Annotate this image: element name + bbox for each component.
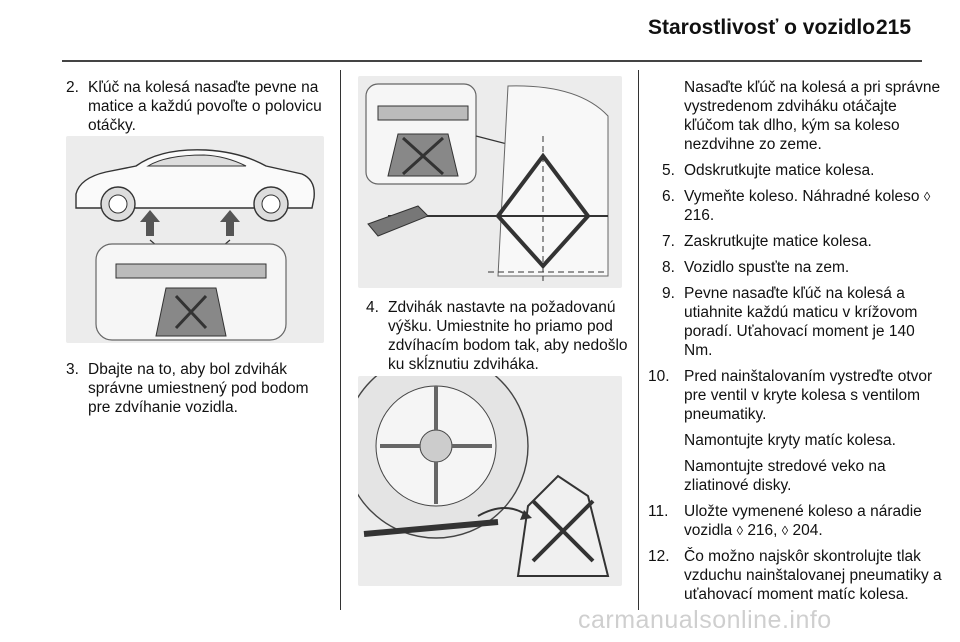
figure-jack-crank: [358, 376, 622, 586]
wheel-jack-illustration: [358, 376, 622, 586]
step-5: [654, 161, 946, 180]
page-reference-icon: ◊: [923, 189, 931, 204]
intro-paragraph: Nasaďte kľúč na kolesá a pri správne vystredenom zdviháku otáčajte kľúčom tak dlho, kým sa koleso nezdvihne zo zeme.: [684, 79, 941, 153]
step-text: Uložte vymenené koleso a náradie vozidla: [684, 503, 922, 539]
step-4: [366, 298, 630, 374]
step-2: [66, 78, 328, 135]
step-text: Dbajte na to, aby bol zdvihák správne umiestnený pod bodom pre zdvíhanie vozidla.: [88, 361, 309, 416]
step-text: Vozidlo spusťte na zem.: [684, 259, 850, 276]
figure-jack-position: [358, 76, 622, 288]
step-text: Čo možno najskôr skontrolujte tlak vzduchu nainštalovanej pneumatiky a uťahovací moment matíc kolesa.: [684, 548, 942, 603]
step-number: 10.: [648, 368, 670, 385]
column-1: [66, 78, 328, 142]
step-number: 2.: [66, 79, 79, 96]
step-text: Zaskrutkujte matice kolesa.: [684, 233, 872, 250]
column-2: [366, 298, 630, 381]
step-text: Kľúč na kolesá nasaďte pevne na matice a každú povoľte o polovicu otáčky.: [88, 79, 322, 134]
car-illustration: [66, 136, 324, 343]
page-reference-link[interactable]: 216.: [684, 207, 715, 224]
page-reference-icon: ◊: [781, 523, 789, 538]
step-text: Vymeňte koleso. Náhradné koleso: [684, 188, 920, 205]
watermark: carmanualsonline.info: [578, 606, 832, 634]
page-header-title: Starostlivosť o vozidlo: [648, 16, 876, 39]
step-number: 8.: [662, 259, 675, 276]
step-text: Pred nainštalovaním vystreďte otvor pre ventil v kryte kolesa s ventilom pneumatiky.: [684, 368, 933, 423]
step-number: 3.: [66, 361, 79, 378]
step-number: 12.: [648, 548, 670, 565]
column-1-lower: [66, 360, 328, 424]
step-text: Pevne nasaďte kľúč na kolesá a utiahnite každú maticu v krížovom poradí. Uťahovací moment je 140 Nm.: [684, 285, 918, 359]
step-10-note-b: Namontujte stredové veko na zliatinové disky.: [684, 458, 886, 494]
page-reference-icon: ◊: [736, 523, 743, 538]
step-number: 11.: [648, 503, 669, 520]
step-6: [654, 187, 946, 225]
column-3: [648, 78, 946, 611]
step-3: [66, 360, 328, 417]
step-7: [654, 232, 946, 251]
header-divider: [62, 60, 922, 62]
step-12: [648, 547, 946, 604]
step-11: [648, 502, 946, 540]
jack-illustration: [358, 76, 622, 288]
step-number: 5.: [662, 162, 675, 179]
step-number: 7.: [662, 233, 675, 250]
step-number: 6.: [662, 188, 675, 205]
step-10-note-a: Namontujte kryty matíc kolesa.: [684, 432, 896, 449]
page-number: 215: [876, 16, 912, 39]
page-reference-link[interactable]: 204.: [792, 522, 823, 539]
page-reference-link[interactable]: 216,: [747, 522, 778, 539]
step-number: 9.: [662, 285, 675, 302]
step-8: [654, 258, 946, 277]
figure-car-lift-points: [66, 136, 324, 343]
step-text: Zdvihák nastavte na požadovanú výšku. Umiestnite ho priamo pod zdvíhacím bodom tak, aby nedošlo ku skĺznutiu zdviháka.: [388, 299, 628, 373]
column-divider-2: [638, 70, 639, 610]
column-divider-1: [340, 70, 341, 610]
step-9: [654, 284, 946, 360]
step-number: 4.: [366, 299, 379, 316]
step-text: Odskrutkujte matice kolesa.: [684, 162, 875, 179]
step-10: [648, 367, 946, 424]
